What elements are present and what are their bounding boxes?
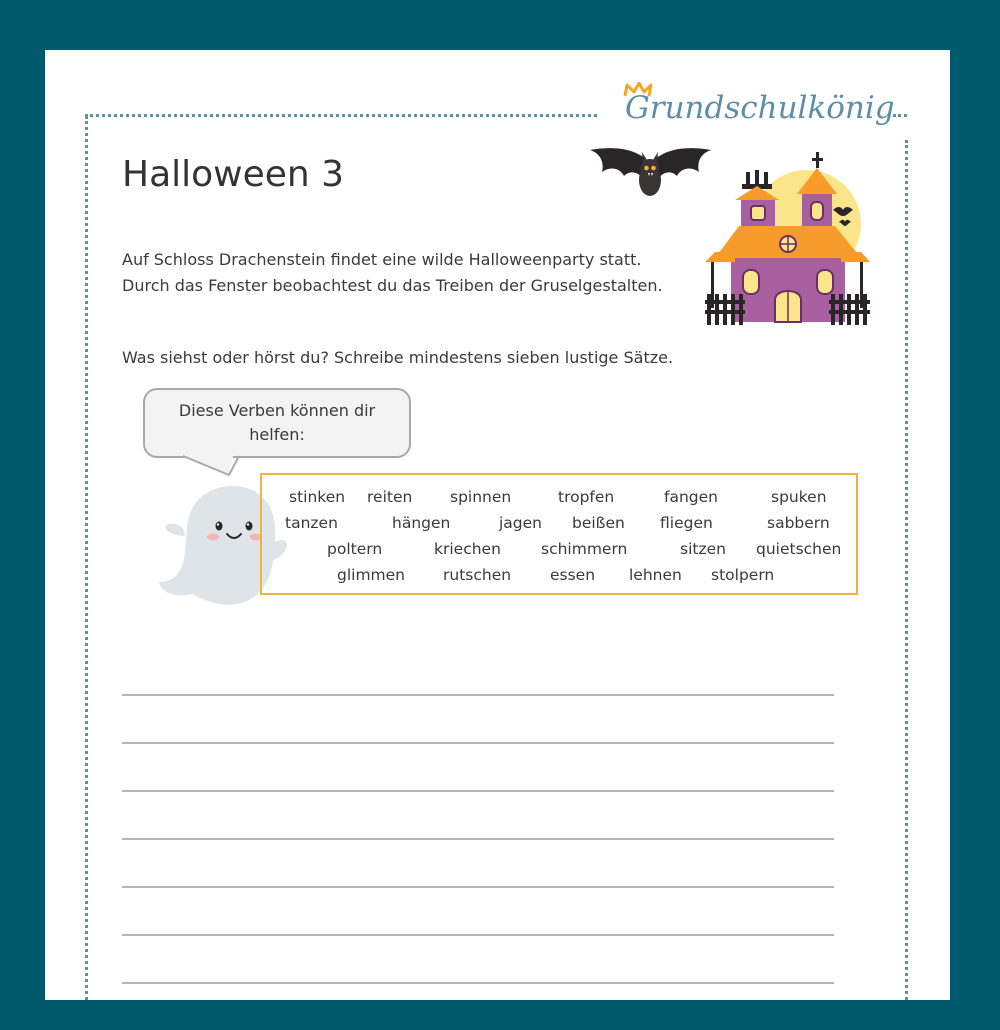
verb-word: tropfen xyxy=(558,488,615,506)
verb-word: quietschen xyxy=(756,540,842,558)
verb-word: lehnen xyxy=(629,566,682,584)
verb-word: reiten xyxy=(367,488,413,506)
verb-word: stolpern xyxy=(711,566,775,584)
verb-word: spuken xyxy=(771,488,827,506)
writing-line[interactable] xyxy=(122,886,834,888)
verb-word: fliegen xyxy=(660,514,713,532)
dotted-border-left xyxy=(85,116,88,1000)
speech-bubble xyxy=(143,388,411,458)
speech-bubble-line-2: helfen: xyxy=(249,425,305,444)
verb-word: stinken xyxy=(289,488,346,506)
dotted-border-top xyxy=(85,114,597,117)
writing-line[interactable] xyxy=(122,694,834,696)
writing-line[interactable] xyxy=(122,742,834,744)
page-title: Halloween 3 xyxy=(122,154,345,195)
verb-word: spinnen xyxy=(450,488,512,506)
verb-word: glimmen xyxy=(337,566,406,584)
verb-word: hängen xyxy=(392,514,451,532)
brand-logo-text: Grundschulkönig xyxy=(625,90,895,126)
verb-word: sitzen xyxy=(680,540,726,558)
writing-line[interactable] xyxy=(122,790,834,792)
verb-word: poltern xyxy=(327,540,383,558)
task-instruction: Was siehst oder hörst du? Schreibe mindestens sieben lustige Sätze. xyxy=(122,348,674,367)
intro-line-1: Auf Schloss Drachenstein findet eine wilde Halloweenparty statt. xyxy=(122,250,642,269)
haunted-house-icon xyxy=(705,150,870,325)
verb-word: essen xyxy=(550,566,596,584)
verb-word: jagen xyxy=(499,514,543,532)
verb-box xyxy=(260,473,858,595)
intro-line-2: Durch das Fenster beobachtest du das Treiben der Gruselgestalten. xyxy=(122,276,663,295)
verb-word: kriechen xyxy=(434,540,501,558)
writing-lines xyxy=(122,694,834,1030)
verb-word: fangen xyxy=(664,488,718,506)
speech-bubble-tail xyxy=(181,455,241,477)
writing-line[interactable] xyxy=(122,934,834,936)
worksheet xyxy=(45,50,950,1000)
writing-line[interactable] xyxy=(122,838,834,840)
bat-icon xyxy=(588,142,713,204)
writing-line[interactable] xyxy=(122,982,834,984)
verb-word: tanzen xyxy=(285,514,338,532)
intro-text xyxy=(122,247,663,299)
speech-bubble-line-1: Diese Verben können dir xyxy=(178,401,376,420)
verb-word: rutschen xyxy=(443,566,512,584)
verb-word: schimmern xyxy=(541,540,628,558)
verb-word: beißen xyxy=(572,514,625,532)
verb-word: sabbern xyxy=(767,514,830,532)
dotted-border-right xyxy=(905,140,908,1000)
dotted-border-top-right xyxy=(893,114,907,117)
